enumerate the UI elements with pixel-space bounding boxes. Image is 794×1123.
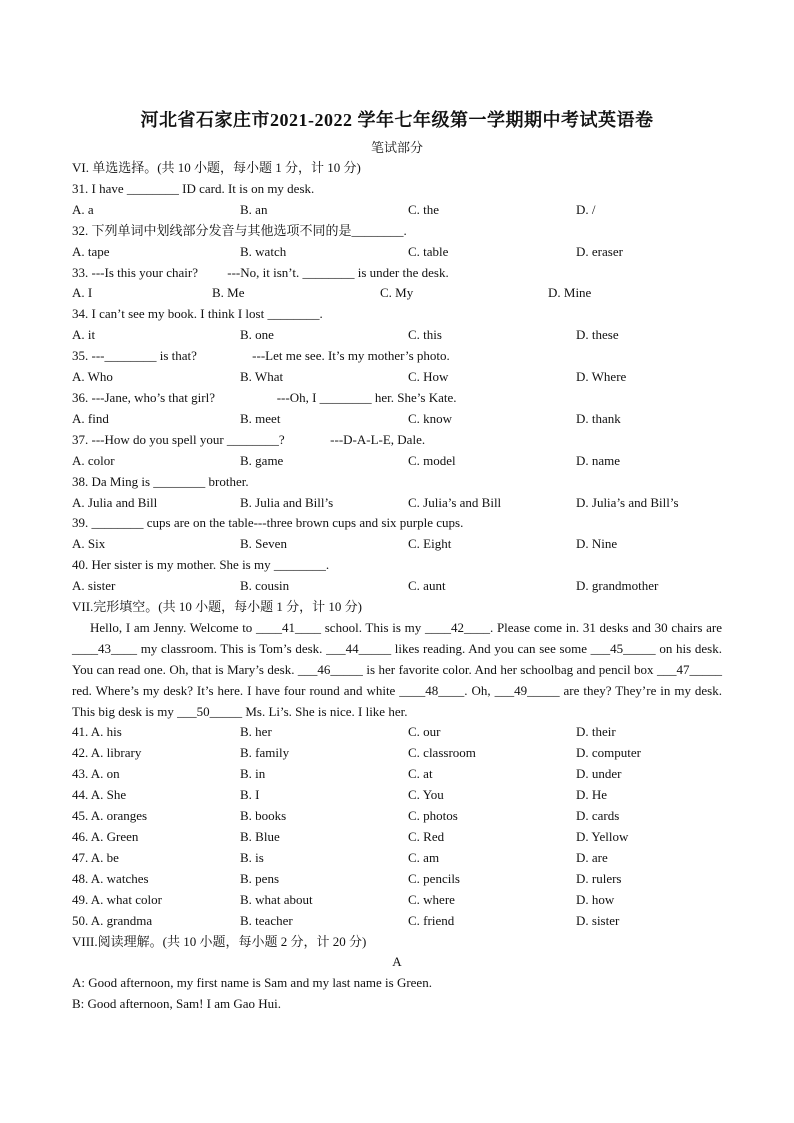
option-c: C. Eight <box>408 536 452 552</box>
option-a: A. Who <box>72 369 113 385</box>
option-c: C. am <box>408 849 440 865</box>
option-b: B. Seven <box>240 536 287 552</box>
question-stem: 36. ---Jane, who’s that girl? ---Oh, I ________ her. She’s Kate. <box>72 389 457 405</box>
cloze-item <box>72 890 722 911</box>
question-options <box>72 534 722 555</box>
option-b: B. meet <box>240 410 281 426</box>
cloze-item <box>72 911 722 932</box>
cloze-item <box>72 827 722 848</box>
option-c: C. table <box>408 243 449 259</box>
option-b: B. game <box>240 452 284 468</box>
question-options <box>72 493 722 514</box>
question-stem: 38. Da Ming is ________ brother. <box>72 473 249 489</box>
option-c: C. this <box>408 327 442 343</box>
cloze-item <box>72 869 722 890</box>
option-b: B. one <box>240 327 274 343</box>
option-d: D. grandmother <box>576 578 659 594</box>
question-stem: 31. I have ________ ID card. It is on my desk. <box>72 180 315 196</box>
question-options <box>72 325 722 346</box>
option-d: D. rulers <box>576 870 622 886</box>
option-a: 44. A. She <box>72 787 127 803</box>
option-c: C. where <box>408 891 455 907</box>
option-d: D. under <box>576 766 622 782</box>
cloze-item <box>72 806 722 827</box>
option-b: B. watch <box>240 243 287 259</box>
option-d: D. Where <box>576 369 627 385</box>
question-stem: 34. I can’t see my book. I think I lost ________. <box>72 306 323 322</box>
section-7-heading: VII.完形填空。(共 10 小题，每小题 1 分，计 10 分) <box>72 599 362 615</box>
option-c: C. pencils <box>408 870 460 886</box>
option-c: C. My <box>380 285 414 301</box>
option-b: B. teacher <box>240 912 293 928</box>
dialogue-line: B: Good afternoon, Sam! I am Gao Hui. <box>72 996 282 1012</box>
option-b: B. in <box>240 766 266 782</box>
option-d: D. Mine <box>548 285 592 301</box>
option-a: A. Six <box>72 536 106 552</box>
cloze-item <box>72 722 722 743</box>
exam-page <box>72 100 722 1015</box>
option-a: A. color <box>72 452 115 468</box>
option-c: C. photos <box>408 808 458 824</box>
option-b: B. books <box>240 808 287 824</box>
option-c: C. Red <box>408 829 445 844</box>
option-c: C. at <box>408 766 433 782</box>
option-d: D. these <box>576 327 619 343</box>
option-a: 42. A. library <box>72 745 142 761</box>
question-options <box>72 242 722 263</box>
cloze-item <box>72 764 722 785</box>
option-d: D. sister <box>576 912 620 928</box>
exam-subtitle: 笔试部分 <box>370 140 423 155</box>
option-a: 50. A. grandma <box>72 912 153 928</box>
option-d: D. computer <box>576 745 641 761</box>
option-d: D. eraser <box>576 243 623 259</box>
question-options <box>72 200 722 221</box>
option-c: C. Julia’s and Bill <box>408 494 502 510</box>
option-c: C. know <box>408 410 453 426</box>
option-b: B. I <box>240 787 260 803</box>
option-a: A. a <box>72 201 94 217</box>
option-a: A. Julia and Bill <box>72 494 158 510</box>
option-d: D. Yellow <box>576 829 629 844</box>
question-options <box>72 576 722 597</box>
option-a: 49. A. what color <box>72 891 162 907</box>
option-d: D. / <box>576 201 596 217</box>
option-b: B. is <box>240 849 264 865</box>
option-d: D. thank <box>576 410 621 426</box>
option-c: C. the <box>408 201 440 217</box>
option-c: C. our <box>408 724 441 740</box>
question-stem: 35. ---________ is that? ---Let me see. It’s my mother’s photo. <box>72 348 450 364</box>
option-d: D. their <box>576 724 616 740</box>
cloze-options <box>72 722 722 931</box>
option-d: D. how <box>576 891 615 907</box>
option-a: 43. A. on <box>72 766 120 782</box>
reading-part-label: A <box>392 954 402 970</box>
question-options <box>72 367 722 388</box>
section-6-heading: VI. 单选选择。(共 10 小题，每小题 1 分，计 10 分) <box>72 160 361 175</box>
option-b: B. her <box>240 724 272 740</box>
option-c: C. aunt <box>408 578 446 594</box>
option-c: C. friend <box>408 912 455 928</box>
option-a: A. sister <box>72 578 116 594</box>
option-d: D. cards <box>576 808 620 824</box>
option-b: B. Blue <box>240 829 280 844</box>
option-b: B. an <box>240 201 268 217</box>
option-b: B. cousin <box>240 578 290 594</box>
question-stem: 39. ________ cups are on the table---three brown cups and six purple cups. <box>72 515 464 531</box>
option-d: D. are <box>576 849 608 865</box>
option-b: B. What <box>240 369 284 385</box>
cloze-passage: Hello, I am Jenny. Welcome to ____41____ school. This is my ____42____. Please come in. 31 desks and 30 chairs are ____43____ my classroom. This is Tom’s desk. ___44_____ likes reading. And you can see some ___45_____ on his desk. You can read one. Oh, that is Mary’s desk. ___46_____ is her favorite color. And her schoolbag and pencil box ___47_____ red. Where’s my desk? It’s here. I have four round and white ____48____. Oh, ___49_____ are they? They’re in my desk. This big desk is my ___50_____ Ms. Li’s. She is nice. I like her. <box>72 619 722 719</box>
option-a: A. it <box>72 327 96 343</box>
option-a: 45. A. oranges <box>72 808 148 824</box>
option-a: 48. A. watches <box>72 870 149 886</box>
question-options <box>72 409 722 430</box>
cloze-item <box>72 743 722 764</box>
option-d: D. He <box>576 787 608 803</box>
cloze-item <box>72 785 722 806</box>
question-stem: 40. Her sister is my mother. She is my ________. <box>72 557 330 573</box>
option-a: A. tape <box>72 243 110 259</box>
option-c: C. classroom <box>408 745 476 761</box>
option-b: B. family <box>240 745 290 761</box>
option-d: D. Julia’s and Bill’s <box>576 494 679 510</box>
cloze-item <box>72 848 722 869</box>
question-stem: 37. ---How do you spell your ________? ---D-A-L-E, Dale. <box>72 431 426 447</box>
option-b: B. Me <box>212 285 245 301</box>
option-a: A. find <box>72 410 109 426</box>
section-6-questions <box>72 179 722 597</box>
option-a: 47. A. be <box>72 849 119 865</box>
section-8-heading: VIII.阅读理解。(共 10 小题，每小题 2 分，计 20 分) <box>72 933 367 949</box>
option-a: A. I <box>72 285 93 301</box>
question-options <box>72 451 722 472</box>
option-d: D. name <box>576 452 621 468</box>
option-b: B. Julia and Bill’s <box>240 494 334 510</box>
option-d: D. Nine <box>576 536 618 552</box>
question-options <box>72 283 722 304</box>
option-c: C. model <box>408 452 456 468</box>
option-b: B. pens <box>240 870 279 886</box>
dialogue-line: A: Good afternoon, my first name is Sam and my last name is Green. <box>72 975 432 991</box>
option-c: C. You <box>408 787 444 803</box>
question-stem: 33. ---Is this your chair? ---No, it isn’t. ________ is under the desk. <box>72 264 449 280</box>
option-b: B. what about <box>240 891 313 907</box>
question-stem: 32. 下列单词中划线部分发音与其他选项不同的是________. <box>72 222 407 238</box>
option-a: 46. A. Green <box>72 829 139 844</box>
option-a: 41. A. his <box>72 724 122 740</box>
option-c: C. How <box>408 369 449 385</box>
exam-title: 河北省石家庄市2021-2022 学年七年级第一学期期中考试英语卷 <box>140 110 654 130</box>
